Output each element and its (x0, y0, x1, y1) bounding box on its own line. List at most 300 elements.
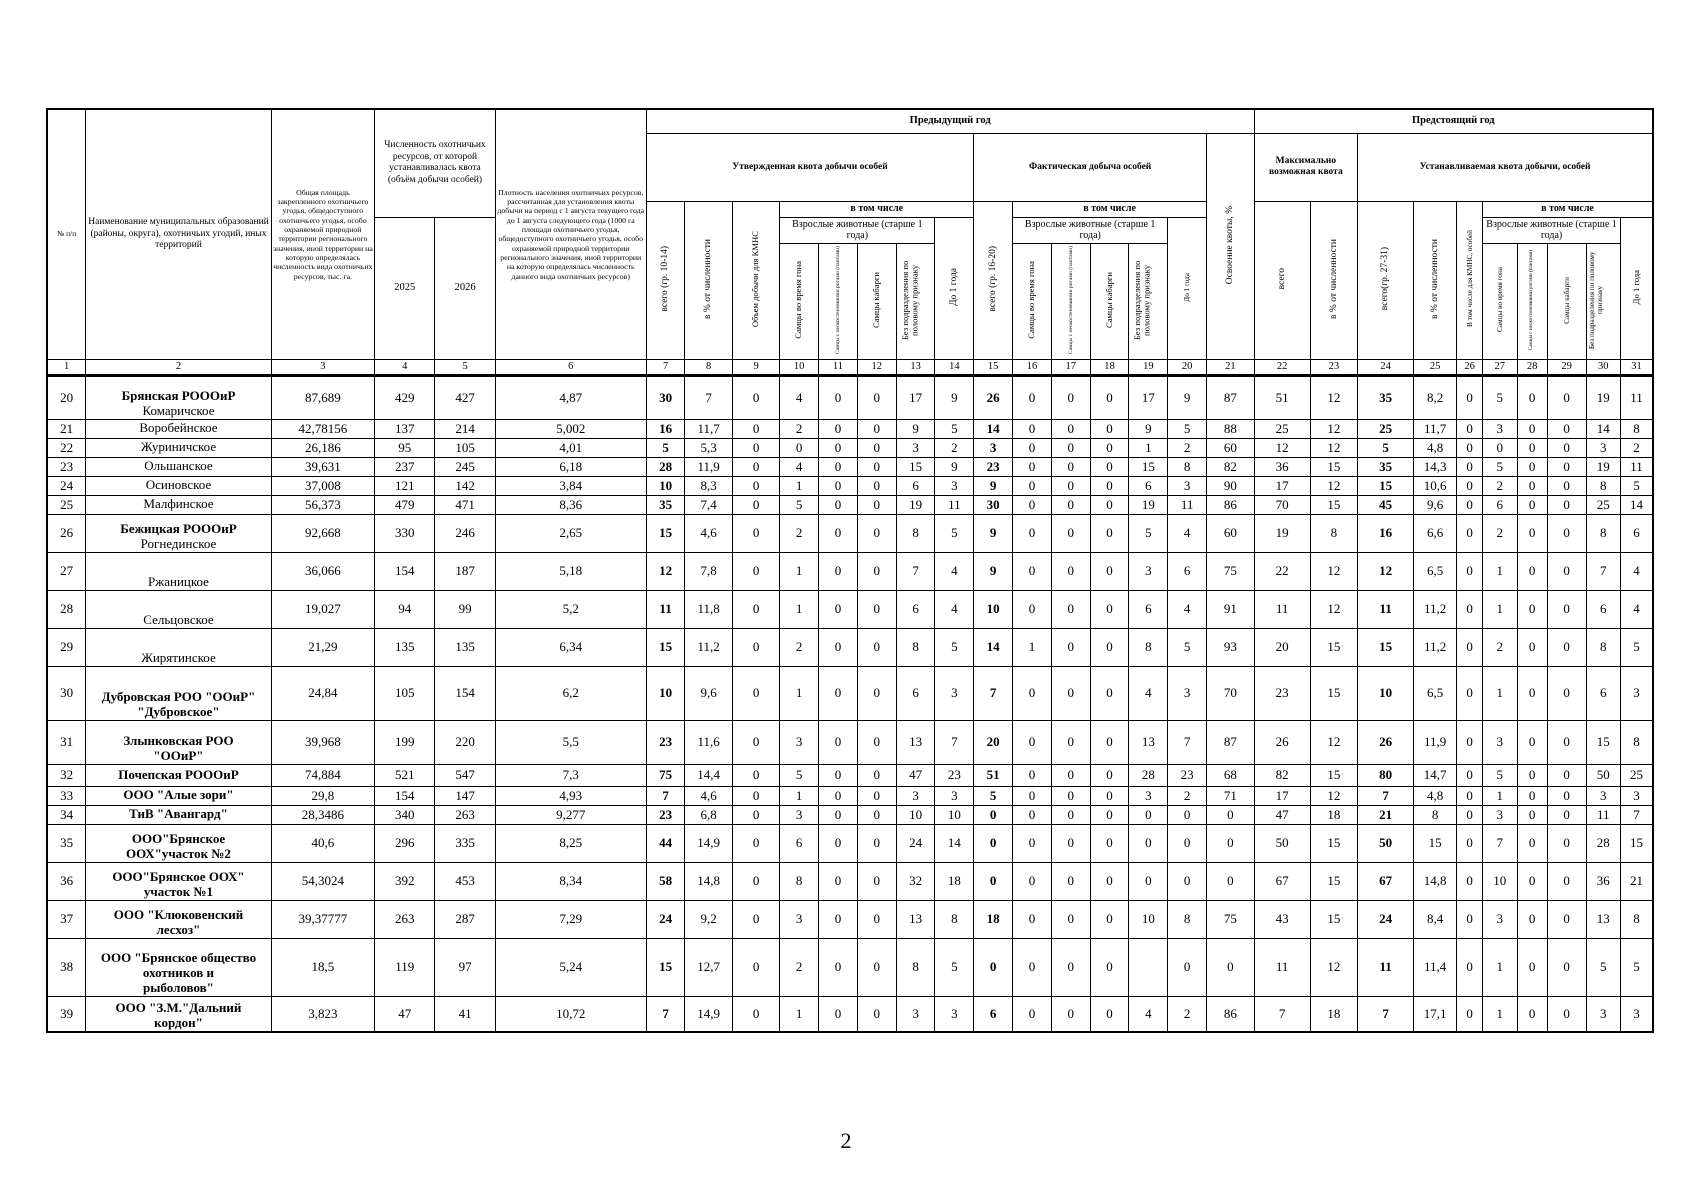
cell-col-28: 0 (1517, 786, 1547, 805)
hunting-ground-name: Почепская РОООиР (118, 766, 239, 782)
cell-col-25: 14,3 (1414, 457, 1457, 476)
column-number: 22 (1254, 359, 1310, 375)
cell-col-8: 11,6 (685, 720, 732, 764)
col-16-head: Самцы во время гона (1013, 243, 1052, 359)
row-number: 37 (47, 900, 86, 938)
cell-col-27: 1 (1483, 938, 1517, 996)
cell-col-31: 7 (1621, 805, 1654, 824)
cell-col-30: 5 (1586, 938, 1620, 996)
cell-col-19: 8 (1129, 628, 1168, 666)
cell-col-27: 5 (1483, 457, 1517, 476)
cell-col-9: 0 (732, 764, 779, 786)
cell-col-23: 8 (1310, 514, 1357, 552)
cell-col-8: 9,6 (685, 666, 732, 720)
cell-col-28: 0 (1517, 666, 1547, 720)
hunting-ground-name: участок №1 (143, 883, 214, 899)
cell-col-15: 14 (974, 419, 1013, 438)
cell-col-19: 0 (1129, 824, 1168, 862)
cell-col-6: 8,34 (495, 862, 646, 900)
cell-col-5: 147 (435, 786, 495, 805)
cell-col-26: 0 (1457, 764, 1483, 786)
cell-col-3: 26,186 (271, 438, 374, 457)
cell-col-10: 4 (780, 457, 819, 476)
cell-col-9: 0 (732, 805, 779, 824)
cell-col-3: 29,8 (271, 786, 374, 805)
cell-col-21: 0 (1207, 824, 1255, 862)
cell-col-24: 21 (1358, 805, 1414, 824)
cell-col-9: 0 (732, 495, 779, 514)
cell-col-26: 0 (1457, 438, 1483, 457)
cell-col-9: 0 (732, 419, 779, 438)
cell-col-6: 3,84 (495, 476, 646, 495)
cell-col-9: 0 (732, 824, 779, 862)
column-number: 3 (271, 359, 374, 375)
table-row (47, 628, 1653, 666)
cell-col-22: 36 (1254, 457, 1310, 476)
cell-col-7: 23 (646, 805, 685, 824)
cell-col-12: 0 (857, 824, 896, 862)
cell-col-23: 15 (1310, 764, 1357, 786)
hunting-ground-name: "Дубровское" (137, 703, 220, 719)
cell-col-30: 19 (1586, 375, 1620, 419)
cell-col-31: 8 (1621, 419, 1654, 438)
cell-col-28: 0 (1517, 996, 1547, 1032)
cell-col-10: 2 (780, 628, 819, 666)
cell-col-17: 0 (1051, 552, 1090, 590)
column-number: 23 (1310, 359, 1357, 375)
cell-col-27: 0 (1483, 438, 1517, 457)
cell-col-29: 0 (1547, 495, 1586, 514)
cell-col-21: 91 (1207, 590, 1255, 628)
col-7-head: всего (гр. 10-14) (646, 201, 685, 359)
cell-col-26: 0 (1457, 666, 1483, 720)
cell-col-19 (1129, 938, 1168, 996)
cell-col-8: 6,8 (685, 805, 732, 824)
cell-col-5: 97 (435, 938, 495, 996)
cell-col-18: 0 (1090, 419, 1129, 438)
hunting-ground-name: рыболовов" (143, 979, 214, 995)
cell-col-11: 0 (819, 628, 858, 666)
row-number: 38 (47, 938, 86, 996)
cell-col-4: 105 (375, 666, 435, 720)
cell-col-30: 6 (1586, 666, 1620, 720)
cell-col-13: 19 (896, 495, 935, 514)
column-number: 21 (1207, 359, 1255, 375)
cell-col-27: 1 (1483, 786, 1517, 805)
cell-col-18: 0 (1090, 476, 1129, 495)
cell-col-29: 0 (1547, 375, 1586, 419)
cell-col-4: 237 (375, 457, 435, 476)
cell-col-20: 4 (1168, 514, 1207, 552)
cell-col-12: 0 (857, 495, 896, 514)
cell-col-23: 12 (1310, 938, 1357, 996)
column-number: 19 (1129, 359, 1168, 375)
cell-col-3: 54,3024 (271, 862, 374, 900)
cell-col-3: 39,631 (271, 457, 374, 476)
cell-col-28: 0 (1517, 419, 1547, 438)
cell-col-22: 51 (1254, 375, 1310, 419)
cell-col-6: 5,24 (495, 938, 646, 996)
territory-name (86, 824, 271, 862)
table-row (47, 824, 1653, 862)
cell-col-29: 0 (1547, 419, 1586, 438)
cell-col-27: 5 (1483, 764, 1517, 786)
cell-col-14: 7 (935, 720, 974, 764)
cell-col-12: 0 (857, 720, 896, 764)
cell-col-27: 2 (1483, 628, 1517, 666)
cell-col-14: 10 (935, 805, 974, 824)
table-row (47, 900, 1653, 938)
cell-col-7: 11 (646, 590, 685, 628)
column-number: 10 (780, 359, 819, 375)
cell-col-16: 0 (1013, 938, 1052, 996)
cell-col-27: 3 (1483, 720, 1517, 764)
cell-col-29: 0 (1547, 824, 1586, 862)
page-number: 2 (840, 1128, 852, 1153)
cell-col-7: 15 (646, 514, 685, 552)
cell-col-16: 0 (1013, 375, 1052, 419)
header-quota-usage: Освоение квоты, % (1207, 133, 1255, 359)
cell-col-13: 6 (896, 590, 935, 628)
col-20-head: До 1 года (1168, 217, 1207, 359)
cell-col-5: 214 (435, 419, 495, 438)
cell-col-9: 0 (732, 438, 779, 457)
cell-col-16: 0 (1013, 666, 1052, 720)
cell-col-6: 5,002 (495, 419, 646, 438)
hunting-ground-name: Комаричское (142, 402, 215, 418)
cell-col-20: 23 (1168, 764, 1207, 786)
cell-col-19: 17 (1129, 375, 1168, 419)
cell-col-31: 5 (1621, 628, 1654, 666)
cell-col-7: 35 (646, 495, 685, 514)
cell-col-5: 220 (435, 720, 495, 764)
cell-col-5: 41 (435, 996, 495, 1032)
cell-col-25: 17,1 (1414, 996, 1457, 1032)
cell-col-18: 0 (1090, 805, 1129, 824)
cell-col-12: 0 (857, 419, 896, 438)
cell-col-8: 7,4 (685, 495, 732, 514)
cell-col-16: 0 (1013, 996, 1052, 1032)
cell-col-20: 5 (1168, 628, 1207, 666)
cell-col-31: 11 (1621, 375, 1654, 419)
cell-col-20: 3 (1168, 476, 1207, 495)
cell-col-31: 2 (1621, 438, 1654, 457)
cell-col-21: 0 (1207, 805, 1255, 824)
header-adults-set: Взрослые животные (старше 1 года) (1483, 217, 1621, 243)
cell-col-11: 0 (819, 419, 858, 438)
cell-col-7: 10 (646, 476, 685, 495)
table-body (47, 375, 1653, 1032)
territory-name (86, 476, 271, 495)
cell-col-7: 58 (646, 862, 685, 900)
column-number: 27 (1483, 359, 1517, 375)
cell-col-17: 0 (1051, 824, 1090, 862)
column-number: 31 (1621, 359, 1654, 375)
cell-col-24: 16 (1358, 514, 1414, 552)
column-number: 16 (1013, 359, 1052, 375)
cell-col-19: 13 (1129, 720, 1168, 764)
col-29-head: Самцы кабарги (1547, 243, 1586, 359)
cell-col-25: 11,7 (1414, 419, 1457, 438)
cell-col-15: 9 (974, 552, 1013, 590)
cell-col-20: 0 (1168, 862, 1207, 900)
cell-col-4: 154 (375, 786, 435, 805)
cell-col-3: 74,884 (271, 764, 374, 786)
cell-col-26: 0 (1457, 824, 1483, 862)
cell-col-29: 0 (1547, 628, 1586, 666)
cell-col-5: 142 (435, 476, 495, 495)
cell-col-28: 0 (1517, 438, 1547, 457)
cell-col-24: 11 (1358, 938, 1414, 996)
cell-col-30: 11 (1586, 805, 1620, 824)
cell-col-27: 10 (1483, 862, 1517, 900)
cell-col-12: 0 (857, 862, 896, 900)
col-31-head: До 1 года (1621, 217, 1654, 359)
cell-col-20: 6 (1168, 552, 1207, 590)
cell-col-12: 0 (857, 805, 896, 824)
cell-col-25: 11,2 (1414, 628, 1457, 666)
territory-name (86, 720, 271, 764)
organization-name: ООО "Клюковенский (113, 906, 244, 922)
cell-col-19: 15 (1129, 457, 1168, 476)
territory-name (86, 495, 271, 514)
col-17-head: Самцы с неокостеневшими рогами (пантами) (1051, 243, 1090, 359)
cell-col-8: 7,8 (685, 552, 732, 590)
cell-col-19: 10 (1129, 900, 1168, 938)
cell-col-21: 88 (1207, 419, 1255, 438)
cell-col-17: 0 (1051, 666, 1090, 720)
cell-col-23: 15 (1310, 495, 1357, 514)
table-row (47, 375, 1653, 419)
cell-col-20: 2 (1168, 996, 1207, 1032)
cell-col-27: 2 (1483, 476, 1517, 495)
cell-col-19: 28 (1129, 764, 1168, 786)
organization-name: ООО"Брянское ООХ" (112, 868, 245, 884)
cell-col-6: 6,34 (495, 628, 646, 666)
table-row (47, 764, 1653, 786)
row-number: 29 (47, 628, 86, 666)
cell-col-26: 0 (1457, 476, 1483, 495)
cell-col-11: 0 (819, 824, 858, 862)
cell-col-24: 5 (1358, 438, 1414, 457)
cell-col-23: 12 (1310, 720, 1357, 764)
column-number: 20 (1168, 359, 1207, 375)
col-13-head: Без подразделения по половому признаку (896, 243, 935, 359)
header-upcoming-year: Предстоящий год (1254, 109, 1653, 133)
column-number: 26 (1457, 359, 1483, 375)
cell-col-13: 13 (896, 720, 935, 764)
cell-col-16: 0 (1013, 786, 1052, 805)
col-23-head: в % от численности (1310, 201, 1357, 359)
cell-col-5: 453 (435, 862, 495, 900)
cell-col-9: 0 (732, 720, 779, 764)
row-number: 22 (47, 438, 86, 457)
cell-col-6: 9,277 (495, 805, 646, 824)
cell-col-19: 0 (1129, 805, 1168, 824)
cell-col-12: 0 (857, 590, 896, 628)
cell-col-4: 330 (375, 514, 435, 552)
cell-col-20: 5 (1168, 419, 1207, 438)
cell-col-8: 14,9 (685, 824, 732, 862)
cell-col-31: 11 (1621, 457, 1654, 476)
cell-col-15: 20 (974, 720, 1013, 764)
cell-col-11: 0 (819, 495, 858, 514)
cell-col-31: 3 (1621, 666, 1654, 720)
cell-col-3: 24,84 (271, 666, 374, 720)
cell-col-18: 0 (1090, 666, 1129, 720)
cell-col-4: 340 (375, 805, 435, 824)
cell-col-10: 6 (780, 824, 819, 862)
cell-col-22: 7 (1254, 996, 1310, 1032)
cell-col-23: 15 (1310, 628, 1357, 666)
hunting-ground-name: Ржаницкое (148, 573, 209, 589)
header-set-quota: Устанавливаемая квота добычи, особей (1358, 133, 1653, 201)
row-number: 25 (47, 495, 86, 514)
cell-col-26: 0 (1457, 628, 1483, 666)
cell-col-30: 7 (1586, 552, 1620, 590)
cell-col-28: 0 (1517, 476, 1547, 495)
cell-col-21: 75 (1207, 552, 1255, 590)
hunting-ground-name: лесхоз" (156, 921, 201, 937)
cell-col-6: 7,29 (495, 900, 646, 938)
cell-col-31: 14 (1621, 495, 1654, 514)
cell-col-10: 2 (780, 419, 819, 438)
cell-col-31: 5 (1621, 476, 1654, 495)
cell-col-26: 0 (1457, 457, 1483, 476)
cell-col-14: 4 (935, 590, 974, 628)
cell-col-14: 5 (935, 938, 974, 996)
cell-col-27: 3 (1483, 805, 1517, 824)
cell-col-5: 246 (435, 514, 495, 552)
cell-col-9: 0 (732, 514, 779, 552)
cell-col-9: 0 (732, 628, 779, 666)
cell-col-23: 12 (1310, 438, 1357, 457)
cell-col-14: 3 (935, 786, 974, 805)
cell-col-29: 0 (1547, 514, 1586, 552)
cell-col-13: 3 (896, 786, 935, 805)
cell-col-19: 4 (1129, 666, 1168, 720)
cell-col-13: 6 (896, 476, 935, 495)
cell-col-12: 0 (857, 476, 896, 495)
column-number: 24 (1358, 359, 1414, 375)
row-number: 35 (47, 824, 86, 862)
territory-name (86, 590, 271, 628)
territory-name (86, 438, 271, 457)
cell-col-8: 14,9 (685, 996, 732, 1032)
cell-col-13: 32 (896, 862, 935, 900)
cell-col-9: 0 (732, 996, 779, 1032)
header-in-that-actual: в том числе (1013, 201, 1207, 217)
cell-col-25: 4,8 (1414, 786, 1457, 805)
cell-col-22: 11 (1254, 938, 1310, 996)
cell-col-19: 5 (1129, 514, 1168, 552)
cell-col-3: 37,008 (271, 476, 374, 495)
hunting-ground-name: "ООиР" (153, 747, 204, 763)
cell-col-29: 0 (1547, 938, 1586, 996)
cell-col-14: 4 (935, 552, 974, 590)
cell-col-3: 18,5 (271, 938, 374, 996)
cell-col-11: 0 (819, 764, 858, 786)
cell-col-20: 7 (1168, 720, 1207, 764)
cell-col-22: 25 (1254, 419, 1310, 438)
row-number: 21 (47, 419, 86, 438)
col-26-head: В том числе для КМНС, особей (1457, 201, 1483, 359)
column-number: 12 (857, 359, 896, 375)
header-max-quota: Максимально возможная квота (1254, 133, 1357, 201)
cell-col-8: 12,7 (685, 938, 732, 996)
cell-col-13: 24 (896, 824, 935, 862)
cell-col-18: 0 (1090, 628, 1129, 666)
cell-col-13: 15 (896, 457, 935, 476)
cell-col-29: 0 (1547, 996, 1586, 1032)
cell-col-19: 6 (1129, 476, 1168, 495)
cell-col-25: 11,4 (1414, 938, 1457, 996)
header-actual-harvest: Фактическая добыча особей (974, 133, 1207, 201)
cell-col-5: 263 (435, 805, 495, 824)
cell-col-15: 6 (974, 996, 1013, 1032)
cell-col-20: 9 (1168, 375, 1207, 419)
cell-col-16: 0 (1013, 495, 1052, 514)
cell-col-21: 93 (1207, 628, 1255, 666)
quota-table (46, 108, 1654, 1033)
cell-col-12: 0 (857, 457, 896, 476)
cell-col-20: 8 (1168, 457, 1207, 476)
column-number: 14 (935, 359, 974, 375)
cell-col-6: 4,93 (495, 786, 646, 805)
cell-col-14: 3 (935, 666, 974, 720)
cell-col-24: 11 (1358, 590, 1414, 628)
cell-col-17: 0 (1051, 805, 1090, 824)
cell-col-9: 0 (732, 375, 779, 419)
cell-col-6: 2,65 (495, 514, 646, 552)
cell-col-14: 23 (935, 764, 974, 786)
cell-col-26: 0 (1457, 495, 1483, 514)
header-year-2025: 2025 (375, 217, 435, 359)
cell-col-30: 36 (1586, 862, 1620, 900)
cell-col-28: 0 (1517, 764, 1547, 786)
col-14-head: До 1 года (935, 217, 974, 359)
cell-col-31: 3 (1621, 996, 1654, 1032)
organization-name: ООО "Брянское общество охотников и (100, 949, 257, 980)
cell-col-30: 8 (1586, 514, 1620, 552)
territory-name (86, 786, 271, 805)
cell-col-24: 45 (1358, 495, 1414, 514)
column-number: 7 (646, 359, 685, 375)
hunting-ground-name: ООО "Алые зори" (123, 787, 234, 803)
cell-col-15: 0 (974, 862, 1013, 900)
cell-col-23: 15 (1310, 862, 1357, 900)
cell-col-28: 0 (1517, 514, 1547, 552)
cell-col-8: 11,7 (685, 419, 732, 438)
cell-col-7: 7 (646, 786, 685, 805)
cell-col-30: 19 (1586, 457, 1620, 476)
cell-col-30: 50 (1586, 764, 1620, 786)
cell-col-13: 17 (896, 375, 935, 419)
cell-col-17: 0 (1051, 438, 1090, 457)
header-adults-actual: Взрослые животные (старше 1 года) (1013, 217, 1168, 243)
cell-col-7: 24 (646, 900, 685, 938)
cell-col-3: 36,066 (271, 552, 374, 590)
cell-col-10: 3 (780, 720, 819, 764)
organization-name: ООО "З.М."Дальний (115, 1000, 242, 1016)
cell-col-3: 28,3486 (271, 805, 374, 824)
cell-col-29: 0 (1547, 438, 1586, 457)
cell-col-11: 0 (819, 666, 858, 720)
cell-col-19: 9 (1129, 419, 1168, 438)
organization-name: Брянская РОООиР (121, 387, 236, 403)
cell-col-21: 87 (1207, 720, 1255, 764)
cell-col-4: 392 (375, 862, 435, 900)
